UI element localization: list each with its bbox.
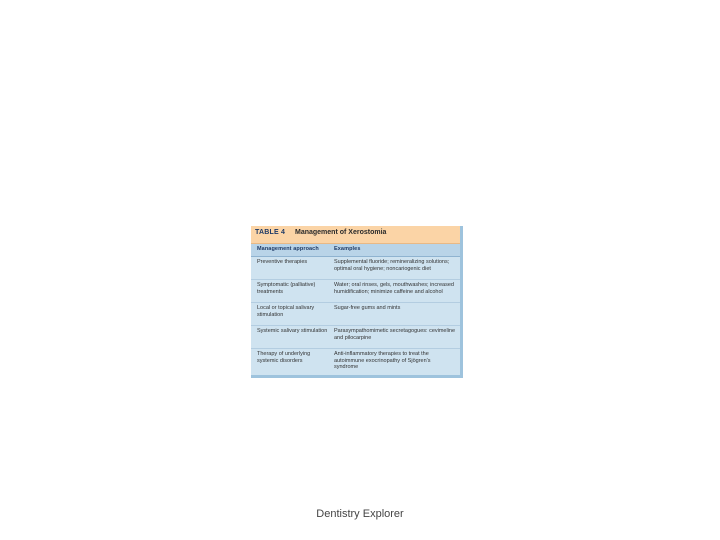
approach-cell: Symptomatic (palliative) treatments (257, 282, 316, 295)
approach-cell: Local or topical salivary stimulation (257, 305, 315, 318)
table-title-band (251, 226, 460, 244)
table-row (251, 280, 460, 303)
table-row (251, 326, 460, 349)
examples-cell: Anti-inflammatory therapies to treat the autoimmune exocrinopathy of Sjögren's syndrome (334, 351, 431, 371)
table-row (251, 349, 460, 377)
table-row (251, 303, 460, 326)
examples-cell: Sugar-free gums and mints (334, 305, 401, 311)
table-title: Management of Xerostomia (295, 229, 387, 236)
approach-cell: Systemic salivary stimulation (257, 328, 328, 334)
table-number: TABLE 4 (255, 229, 286, 236)
examples-cell: Parasympathomimetic secretagogues: cevimeline and pilocarpine (334, 328, 456, 341)
examples-cell: Supplemental fluoride; remineralizing solutions; optimal oral hygiene; noncariogenic diet (334, 259, 450, 272)
table-row (251, 257, 460, 280)
table-header-row (251, 244, 460, 257)
table-figure (251, 226, 463, 378)
column-header-approach: Management approach (257, 246, 319, 252)
approach-cell: Preventive therapies (257, 259, 308, 265)
examples-cell: Water; oral rinses, gels, mouthwashes; increased humidification; minimize caffeine and alcohol (334, 282, 454, 295)
approach-cell: Therapy of underlying systemic disorders (257, 351, 311, 364)
column-header-examples: Examples (334, 246, 361, 252)
footer-text: Dentistry Explorer (316, 508, 404, 520)
